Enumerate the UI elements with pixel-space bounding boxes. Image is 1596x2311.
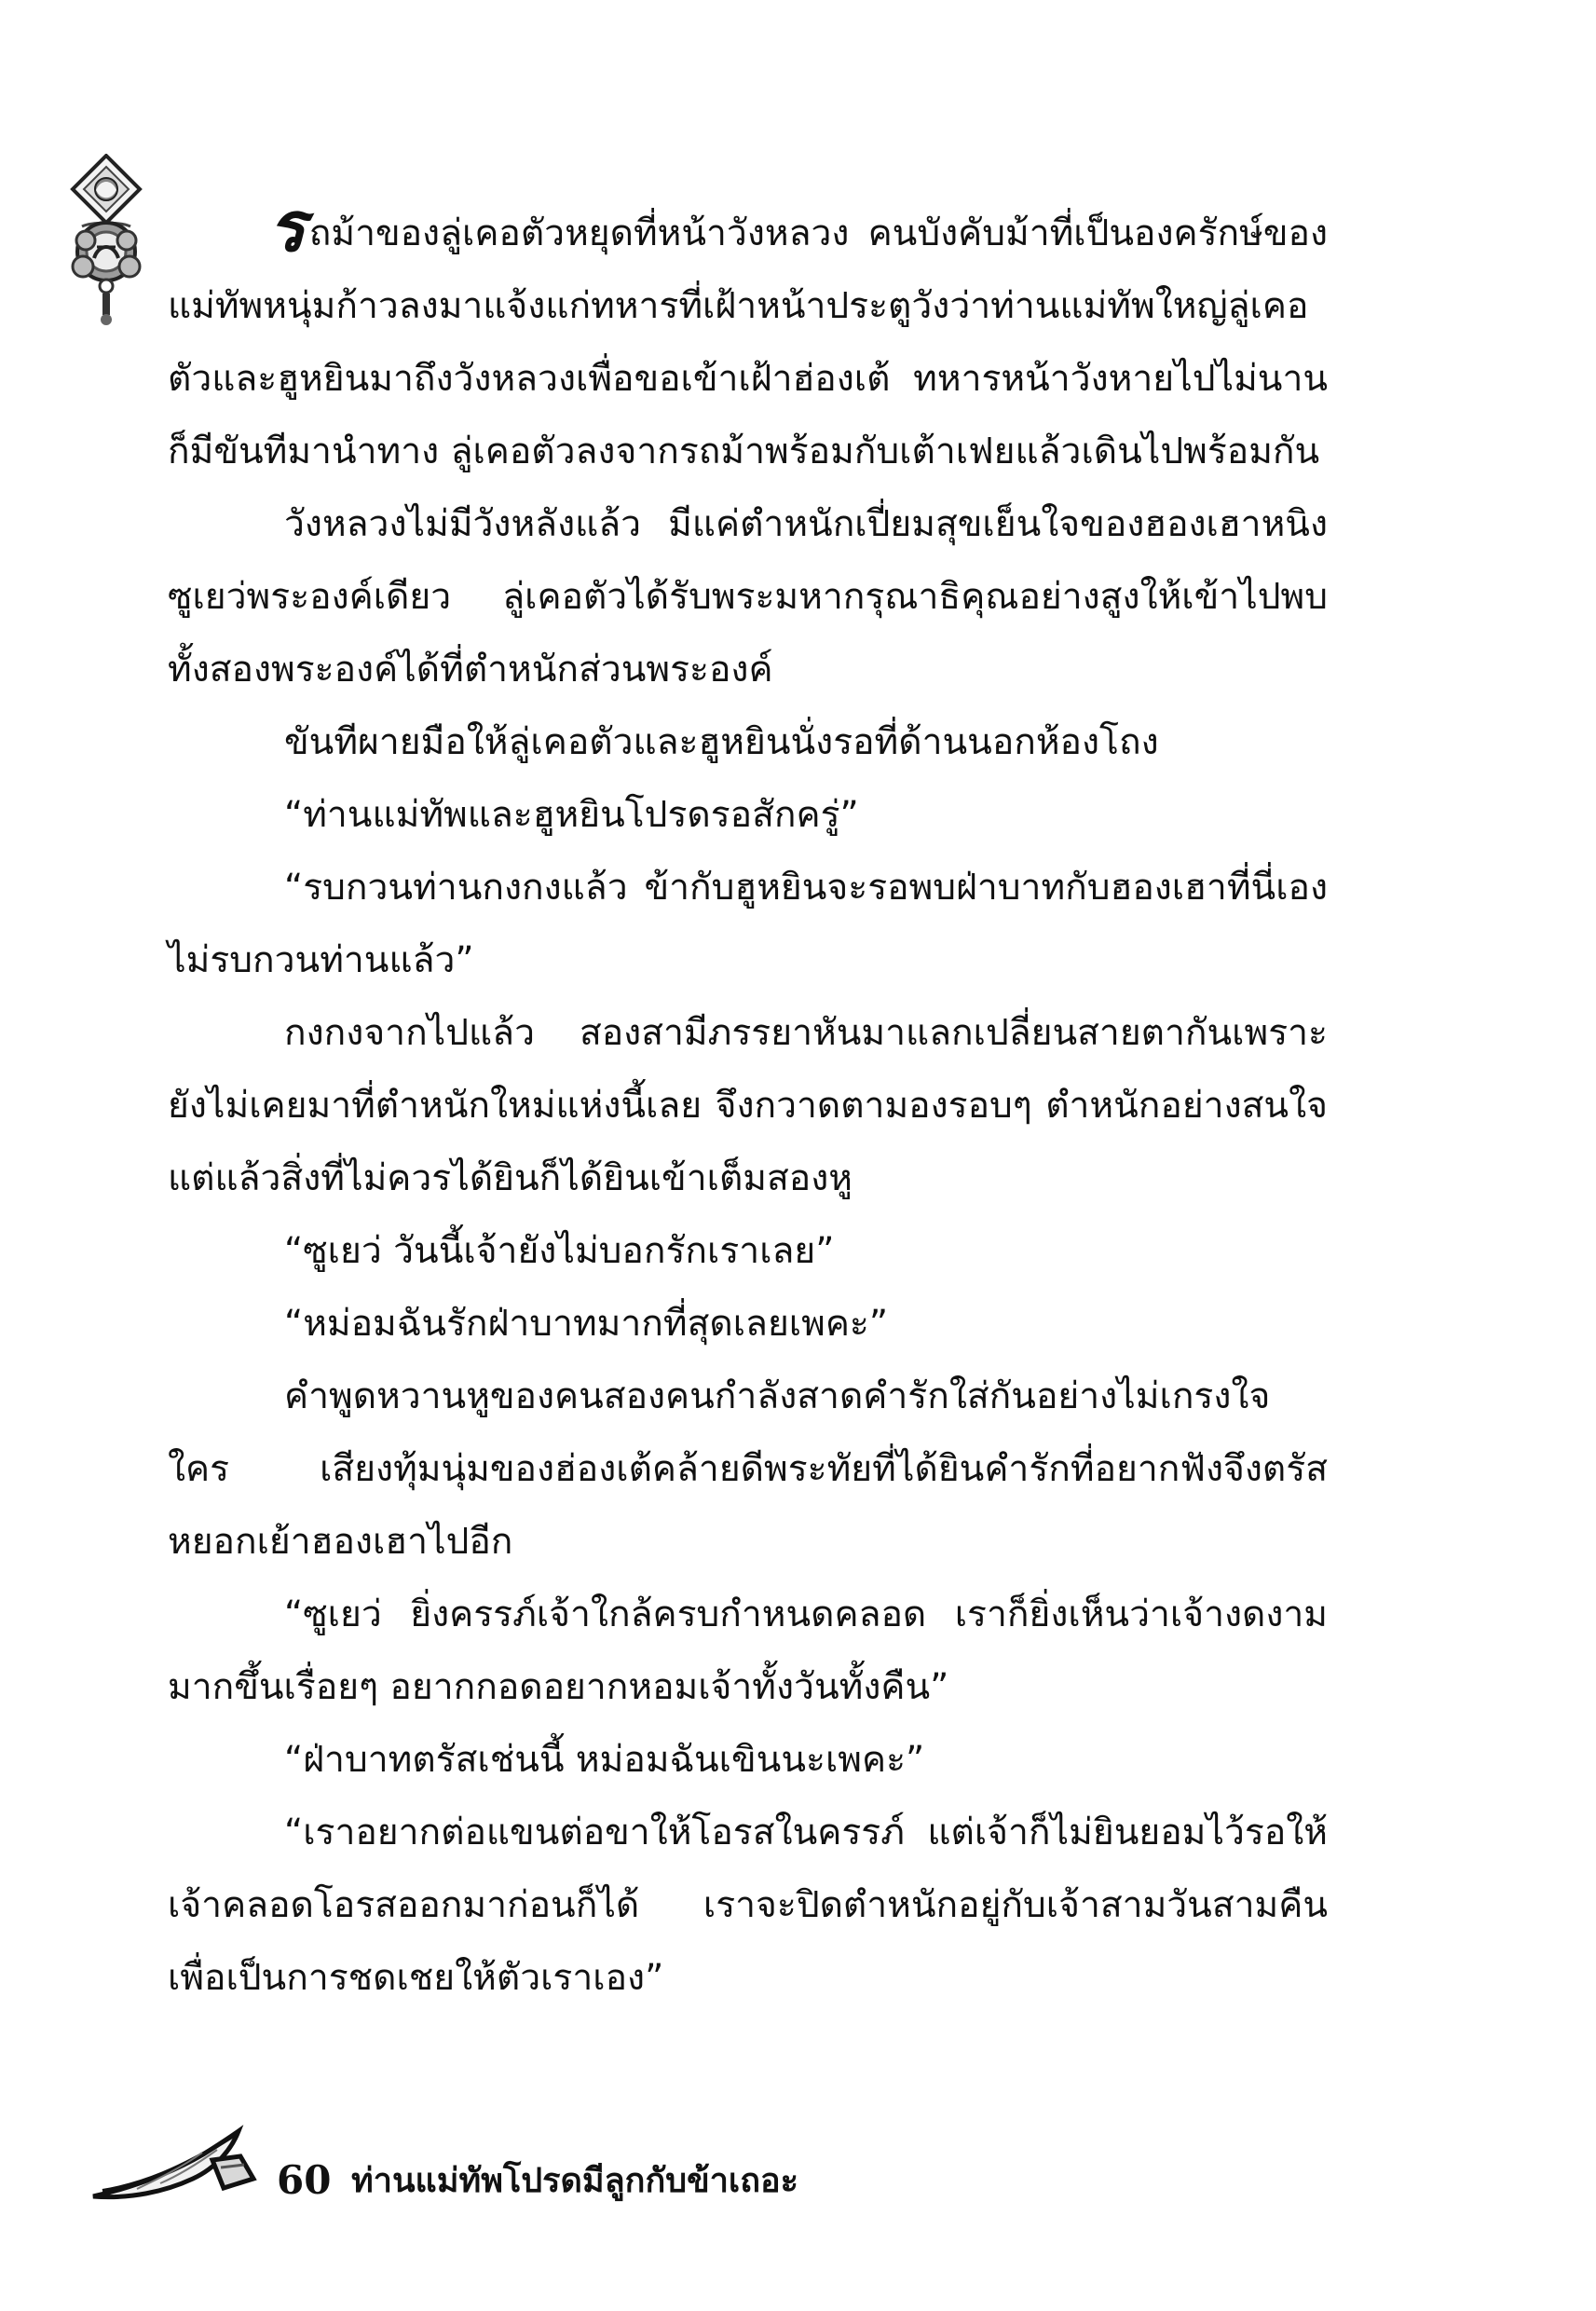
- running-title: ท่านแม่ทัพโปรดมีลูกกับข้าเถอะ: [351, 2161, 798, 2200]
- dialogue-paragraph: “ฝ่าบาทตรัสเช่นนี้ หม่อมฉันเขินนะเพคะ”: [284, 1739, 925, 1781]
- paragraph-text: ถม้าของลู่เคอตัวหยุดที่หน้าวังหลวง คนบังคับม้าที่เป็นองครักษ์ของแม่ทัพหนุ่มก้าวลงมาแจ้งแก่ทหารที่เฝ้าหน้าประตูวังว่าท่านแม่ทัพใหญ่ลู่เคอตัวและฮูหยินมาถึงวังหลวงเพื่อขอเข้าเฝ้าฮ่องเต้ ทหารหน้าวังหายไปไม่นานก็มีขันทีมานำทาง ลู่เคอตัวลงจากรถม้าพร้อมกับเต้าเฟยแล้วเดินไปพร้อมกัน: [168, 212, 1328, 472]
- ornamental-emblem-icon: [65, 154, 147, 349]
- dialogue-paragraph: “หม่อมฉันรักฝ่าบาทมากที่สุดเลยเพคะ”: [284, 1303, 889, 1345]
- page-footer: [86, 2108, 924, 2220]
- dialogue-paragraph: “เราอยากต่อแขนต่อขาให้โอรสในครรภ์ แต่เจ้าก็ไม่ยินยอมไว้รอให้เจ้าคลอดโอรสออกมาก่อนก็ได้ เราจะปิดตำหนักอยู่กับเจ้าสามวันสามคืนเพื่อเป็นการชดเชยให้ตัวเราเอง”: [168, 1812, 1328, 1999]
- paragraph: วังหลวงไม่มีวังหลังแล้ว มีแค่ตำหนักเปี่ยมสุขเย็นใจของฮองเฮาหนิงซูเยว่พระองค์เดียว ลู่เคอตัวได้รับพระมหากรุณาธิคุณอย่างสูงให้เข้าไปพบทั้งสองพระองค์ได้ที่ตำหนักส่วนพระองค์: [168, 503, 1328, 691]
- dialogue-paragraph: “ซูเยว่ ยิ่งครรภ์เจ้าใกล้ครบกำหนดคลอด เราก็ยิ่งเห็นว่าเจ้างดงามมากขึ้นเรื่อยๆ อยากกอดอยากหอมเจ้าทั้งวันทั้งคืน”: [168, 1593, 1328, 1708]
- dialogue-paragraph: “ซูเยว่ วันนี้เจ้ายังไม่บอกรักเราเลย”: [284, 1230, 835, 1272]
- dialogue-paragraph: “ท่านแม่ทัพและฮูหยินโปรดรอสักครู่”: [284, 794, 859, 836]
- paragraph: กงกงจากไปแล้ว สองสามีภรรยาหันมาแลกเปลี่ยนสายตากันเพราะยังไม่เคยมาที่ตำหนักใหม่แห่งนี้เลย จึงกวาดตามองรอบๆ ตำหนักอย่างสนใจ แต่แล้วสิ่งที่ไม่ควรได้ยินก็ได้ยินเข้าเต็มสองหู: [168, 1012, 1328, 1199]
- page-number: 60: [277, 2157, 332, 2203]
- drop-cap: ร: [268, 187, 306, 267]
- paragraph: [168, 187, 1328, 488]
- chapter-text: [168, 187, 1328, 2015]
- dialogue-paragraph: “รบกวนท่านกงกงแล้ว ข้ากับฮูหยินจะรอพบฝ่าบาทกับฮองเฮาที่นี่เอง ไม่รบกวนท่านแล้ว”: [168, 867, 1328, 981]
- paragraph: ขันทีผายมือให้ลู่เคอตัวและฮูหยินนั่งรอที่ด้านนอกห้องโถง: [284, 721, 1159, 763]
- paragraph: คำพูดหวานหูของคนสองคนกำลังสาดคำรักใส่กันอย่างไม่เกรงใจใคร เสียงทุ้มนุ่มของฮ่องเต้คล้ายดีพระทัยที่ได้ยินคำรักที่อยากฟังจึงตรัสหยอกเย้าฮองเฮาไปอีก: [168, 1375, 1328, 1563]
- feather-quill-icon: [86, 2108, 263, 2215]
